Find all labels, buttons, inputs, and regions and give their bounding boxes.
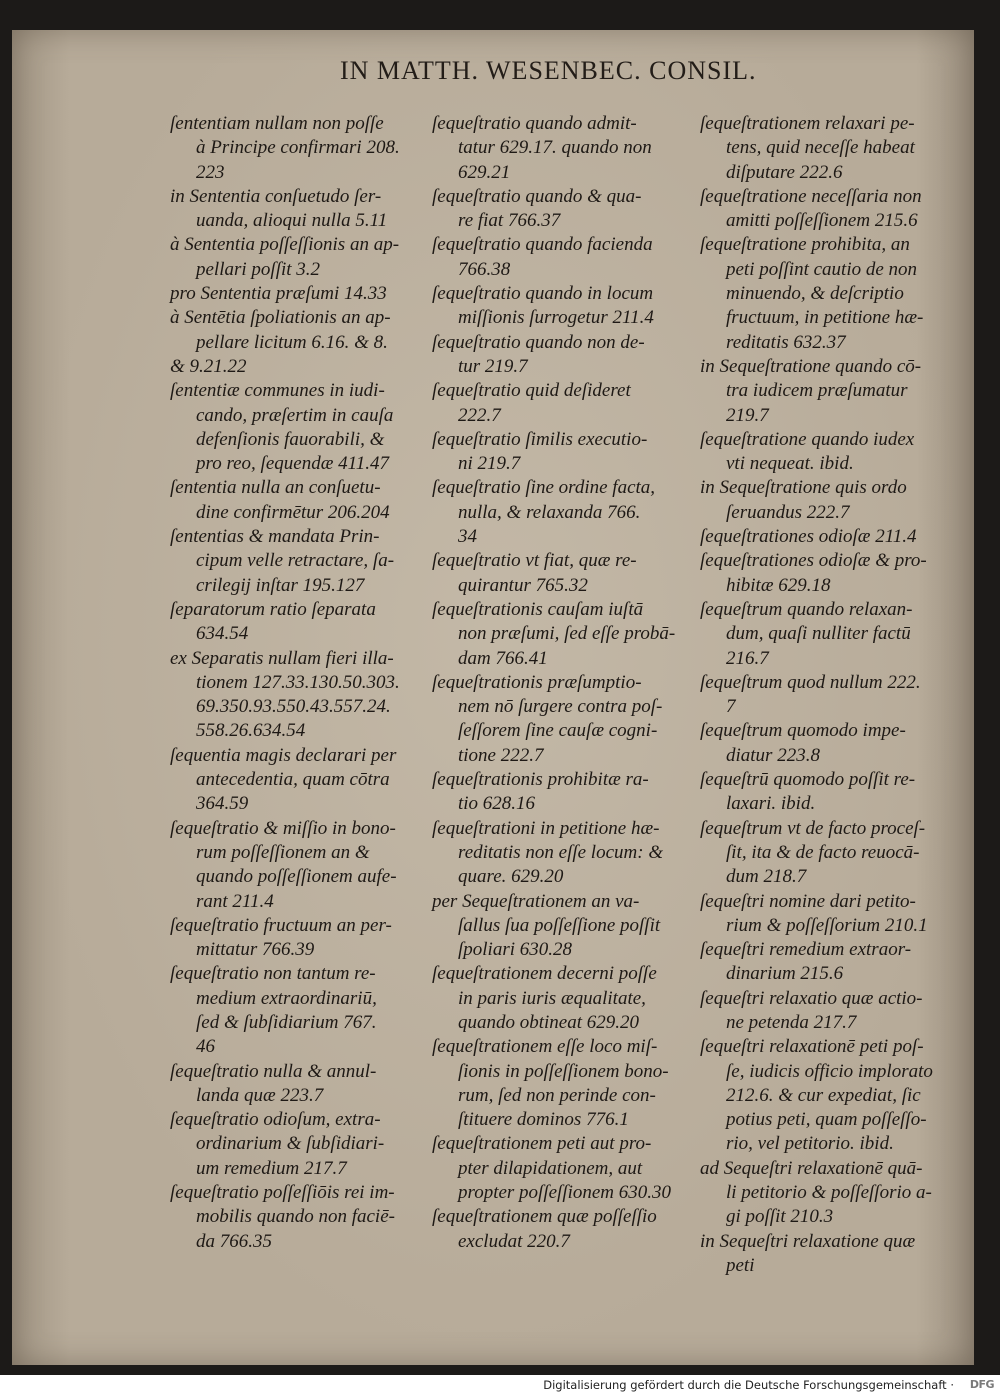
- index-line: ſententiam nullam non poſſe: [170, 113, 384, 134]
- index-line: uanda, alioqui nulla 5.11: [196, 210, 388, 232]
- index-line: rio, vel petitorio. ibid.: [726, 1133, 894, 1155]
- index-line: reditatis non eſſe locum: &: [458, 841, 664, 863]
- index-line: dine confirmētur 206.204: [196, 501, 390, 523]
- index-line: pro Sententia præſumi 14.33: [170, 283, 387, 305]
- index-line: 629.21: [458, 161, 511, 183]
- index-line: ſionis in poſſeſſionem bono-: [458, 1060, 669, 1082]
- index-line: ſequeſtratio non tantum re-: [170, 963, 376, 985]
- index-line: in Sequeſtratione quis ordo: [700, 477, 907, 499]
- index-line: ſeſſorem ſine cauſæ cogni-: [458, 720, 658, 742]
- index-line: defenſionis fauorabili, &: [196, 428, 385, 450]
- index-line: ſe, iudicis officio implorato: [726, 1060, 933, 1082]
- index-line: ſequeſtrū quomodo poſſit re-: [700, 769, 916, 791]
- index-line: ſit, ita & de facto reuocā-: [726, 841, 920, 863]
- index-line: ſequeſtratio & miſſio in bono-: [170, 817, 396, 839]
- index-line: ſequeſtrationem quæ poſſeſſio: [432, 1206, 657, 1228]
- index-line: 558.26.634.54: [196, 720, 306, 742]
- index-line: dum 218.7: [726, 866, 807, 888]
- index-line: 634.54: [196, 623, 249, 645]
- index-line: ex Separatis nullam fieri illa-: [170, 647, 394, 669]
- dfg-logo-text: DFG: [969, 1378, 994, 1391]
- index-line: ſequeſtratio quid deſideret: [432, 380, 631, 402]
- index-line: ſequeſtratio quando in locum: [432, 283, 654, 305]
- index-line: da 766.35: [196, 1230, 272, 1252]
- index-line: ſequeſtratio quando & qua-: [432, 185, 642, 207]
- index-line: ſequeſtrationem decerni poſſe: [432, 963, 657, 985]
- index-line: landa quæ 223.7: [196, 1084, 324, 1106]
- index-line: non præſumi, ſed eſſe probā-: [458, 623, 676, 645]
- index-line: ſequeſtrationis prohibitæ ra-: [432, 769, 649, 791]
- index-line: tionem 127.33.130.50.303.: [196, 671, 400, 693]
- index-line: quando obtineat 629.20: [458, 1011, 640, 1033]
- index-line: nem nō ſurgere contra poſ-: [458, 696, 663, 718]
- index-line: ſequeſtratio ſimilis executio-: [432, 428, 648, 450]
- index-line: tatur 629.17. quando non: [458, 137, 652, 159]
- index-line: ſequeſtrum vt de facto proceſ-: [700, 817, 926, 839]
- index-line: ſequeſtratione quando iudex: [700, 428, 915, 450]
- index-line: 766.38: [458, 258, 511, 280]
- index-line: medium extraordinariū,: [196, 987, 377, 1009]
- index-line: nulla, & relaxanda 766.: [458, 501, 641, 523]
- index-line: re fiat 766.37: [458, 210, 561, 232]
- index-line: 223: [196, 161, 225, 183]
- index-line: fructuum, in petitione hæ-: [726, 307, 924, 329]
- index-line: 222.7: [458, 404, 501, 426]
- index-line: ſequeſtrum quando relaxan-: [700, 598, 913, 620]
- index-line: minuendo, & deſcriptio: [726, 283, 904, 305]
- index-line: 216.7: [726, 647, 769, 669]
- index-line: ſequeſtratione neceſſaria non: [700, 185, 922, 207]
- index-line: pellari poſſit 3.2: [196, 258, 321, 280]
- index-line: ſequeſtrum quod nullum 222.: [700, 671, 921, 693]
- index-line: gi poſſit 210.3: [726, 1206, 834, 1228]
- index-line: ſequeſtratio quando admit-: [432, 113, 637, 134]
- index-line: ni 219.7: [458, 453, 521, 475]
- index-line: ſequeſtri nomine dari petito-: [700, 890, 916, 912]
- index-line: ſequeſtrationem relaxari pe-: [700, 113, 915, 134]
- index-line: 69.350.93.550.43.557.24.: [196, 696, 391, 718]
- index-line: mobilis quando non faciē-: [196, 1206, 395, 1228]
- index-line: ſequeſtrationem eſſe loco miſ-: [432, 1036, 658, 1058]
- index-line: ſequeſtratio odioſum, extra-: [170, 1109, 381, 1131]
- index-line: peti poſſint cautio de non: [726, 258, 918, 280]
- index-line: à Sentētia ſpoliationis an ap-: [170, 307, 391, 329]
- index-line: rum poſſeſſionem an &: [196, 841, 370, 863]
- index-line: li petitorio & poſſeſſorio a-: [726, 1182, 932, 1204]
- index-line: ſequeſtratio quando non de-: [432, 331, 645, 353]
- index-line: quare. 629.20: [458, 866, 564, 888]
- index-line: mittatur 766.39: [196, 939, 315, 961]
- index-line: pro reo, ſequendæ 411.47: [196, 453, 389, 475]
- index-line: tens, quid neceſſe habeat: [726, 137, 915, 159]
- index-line: ſequeſtri remedium extraor-: [700, 939, 912, 961]
- index-line: in paris iuris æqualitate,: [458, 987, 646, 1009]
- index-line: reditatis 632.37: [726, 331, 846, 353]
- index-line: ſallus ſua poſſeſſione poſſit: [458, 914, 661, 936]
- index-line: vti nequeat. ibid.: [726, 453, 854, 475]
- index-line: pellare licitum 6.16. & 8.: [196, 331, 388, 353]
- index-line: dinarium 215.6: [726, 963, 844, 985]
- index-line: laxari. ibid.: [726, 793, 816, 815]
- index-line: peti: [726, 1254, 755, 1276]
- index-line: tur 219.7: [458, 355, 528, 377]
- index-line: rant 211.4: [196, 890, 274, 912]
- index-line: ſententia nulla an conſuetu-: [170, 477, 381, 499]
- index-line: propter poſſeſſionem 630.30: [458, 1182, 672, 1204]
- index-line: ſequeſtrationes odioſæ 211.4: [700, 526, 917, 548]
- index-line: à Sententia poſſeſſionis an ap-: [170, 234, 400, 256]
- index-line: miſſionis ſurrogetur 211.4: [458, 307, 654, 329]
- index-line: diatur 223.8: [726, 744, 820, 766]
- index-line: dum, quaſi nulliter factū: [726, 623, 911, 645]
- index-line: tra iudicem præſumatur: [726, 380, 908, 402]
- index-line: um remedium 217.7: [196, 1157, 347, 1179]
- index-line: à Principe confirmari 208.: [196, 137, 400, 159]
- index-line: ne petenda 217.7: [726, 1011, 857, 1033]
- index-line: 46: [196, 1036, 215, 1058]
- index-line: ſequeſtri relaxationē peti poſ-: [700, 1036, 924, 1058]
- index-line: ſententias & mandata Prin-: [170, 526, 380, 548]
- index-line: ſequeſtrum quomodo impe-: [700, 720, 906, 742]
- index-column-2: [432, 112, 690, 1254]
- index-line: rum, ſed non perinde con-: [458, 1084, 656, 1106]
- index-line: cando, præſertim in cauſa: [196, 404, 394, 426]
- index-line: in Sententia conſuetudo ſer-: [170, 185, 382, 207]
- index-line: excludat 220.7: [458, 1230, 570, 1252]
- index-line: ſeparatorum ratio ſeparata: [170, 598, 376, 620]
- index-line: per Sequeſtrationem an va-: [432, 890, 640, 912]
- index-column-1: [170, 112, 428, 1254]
- index-line: in Sequeſtri relaxatione quæ: [700, 1230, 916, 1252]
- index-column-3: [700, 112, 958, 1278]
- index-line: rium & poſſeſſorium 210.1: [726, 914, 928, 936]
- index-line: diſputare 222.6: [726, 161, 843, 183]
- index-line: 212.6. & cur expediat, ſic: [726, 1084, 921, 1106]
- index-line: 364.59: [196, 793, 249, 815]
- funding-credit: Digitalisierung gefördert durch die Deutsche Forschungsgemeinschaft ·: [543, 1378, 954, 1392]
- index-line: ſequeſtratione prohibita, an: [700, 234, 910, 256]
- index-line: tio 628.16: [458, 793, 536, 815]
- index-line: cipum velle retractare, ſa-: [196, 550, 395, 572]
- index-line: dam 766.41: [458, 647, 548, 669]
- index-line: ordinarium & ſubſidiari-: [196, 1133, 385, 1155]
- index-line: 219.7: [726, 404, 769, 426]
- index-line: ſequeſtrationes odioſæ & pro-: [700, 550, 927, 572]
- index-line: ſequeſtrationis præſumptio-: [432, 671, 642, 693]
- index-line: quando poſſeſſionem aufe-: [196, 866, 397, 888]
- index-line: ſtituere dominos 776.1: [458, 1109, 629, 1131]
- index-line: crilegij inſtar 195.127: [196, 574, 365, 596]
- index-line: hibitæ 629.18: [726, 574, 831, 596]
- index-line: ſequeſtrationi in petitione hæ-: [432, 817, 660, 839]
- index-line: ad Sequeſtri relaxationē quā-: [700, 1157, 923, 1179]
- index-line: antecedentia, quam cōtra: [196, 769, 390, 791]
- index-line: potius peti, quam poſſeſſo-: [726, 1109, 927, 1131]
- index-line: ſequentia magis declarari per: [170, 744, 397, 766]
- index-line: ſequeſtratio ſine ordine facta,: [432, 477, 656, 499]
- index-line: & 9.21.22: [170, 355, 247, 377]
- index-line: in Sequeſtratione quando cō-: [700, 355, 922, 377]
- index-line: tione 222.7: [458, 744, 544, 766]
- index-line: ſequeſtrationis cauſam iuſtā: [432, 598, 644, 620]
- dfg-logo: [970, 1378, 994, 1391]
- index-line: ſpoliari 630.28: [458, 939, 573, 961]
- index-line: ſententiæ communes in iudi-: [170, 380, 385, 402]
- index-line: 34: [458, 526, 477, 548]
- index-line: ſequeſtratio fructuum an per-: [170, 914, 392, 936]
- running-head: IN MATTH. WESENBEC. CONSIL.: [340, 56, 757, 85]
- index-line: ſequeſtratio nulla & annul-: [170, 1060, 377, 1082]
- index-line: ſequeſtrationem peti aut pro-: [432, 1133, 652, 1155]
- index-line: ſequeſtratio poſſeſſiōis rei im-: [170, 1182, 395, 1204]
- index-line: quirantur 765.32: [458, 574, 588, 596]
- index-line: 7: [726, 696, 736, 718]
- index-line: ſeruandus 222.7: [726, 501, 850, 523]
- index-line: ſed & ſubſidiarium 767.: [196, 1011, 377, 1033]
- index-line: pter dilapidationem, aut: [458, 1157, 643, 1179]
- index-line: amitti poſſeſſionem 215.6: [726, 210, 918, 232]
- index-line: ſequeſtratio vt fiat, quæ re-: [432, 550, 637, 572]
- index-line: ſequeſtri relaxatio quæ actio-: [700, 987, 923, 1009]
- index-line: ſequeſtratio quando facienda: [432, 234, 653, 256]
